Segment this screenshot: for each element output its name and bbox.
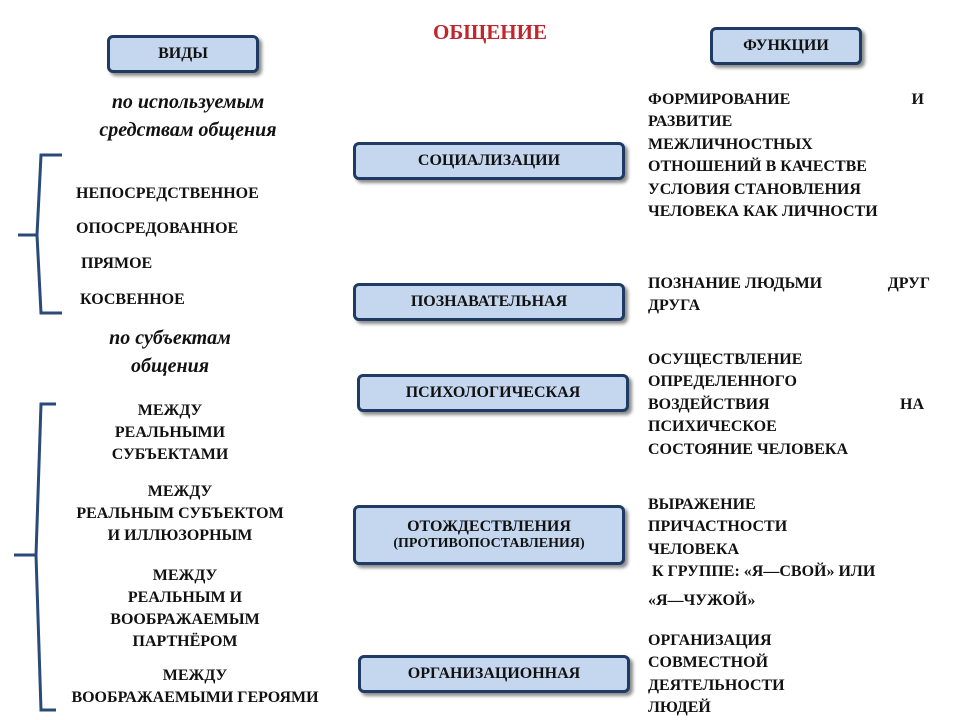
types-header-box [107, 35, 259, 73]
kind-real-and-illusory-line3: И ИЛЛЮЗОРНЫМ [107, 527, 253, 544]
function-box-socialization [353, 142, 625, 180]
desc-organizational-line2: СОВМЕСТНОЙ [648, 654, 769, 672]
function-identification-label: ОТОЖДЕСТВЛЕНИЯ [407, 517, 571, 535]
kind-real-and-illusory [40, 481, 320, 547]
kind-real-subjects-line3: СУБЪЕКТАМИ [111, 446, 229, 463]
desc-identification-line4: К ГРУППЕ: «Я—СВОЙ» ИЛИ [648, 563, 876, 581]
desc-socialization-line1: ФОРМИРОВАНИЕ И [648, 91, 924, 108]
kind-real-and-imaginary-line4: ПАРТНЁРОМ [132, 633, 238, 650]
desc-psychological-line5: СОСТОЯНИЕ ЧЕЛОВЕКА [648, 440, 849, 458]
kind-direct: ПРЯМОЕ [81, 255, 153, 272]
desc-identification-line2: ПРИЧАСТНОСТИ [648, 518, 788, 536]
desc-socialization-line4: ОТНОШЕНИЙ В КАЧЕСТВЕ [648, 158, 867, 176]
kind-real-subjects-line1: МЕЖДУ [137, 402, 203, 419]
desc-organizational-line4: ЛЮДЕЙ [648, 699, 711, 717]
desc-cognitive-line1: ПОЗНАНИЕ ЛЮДЬМИ ДРУГ [648, 275, 930, 292]
kind-real-and-illusory-line1: МЕЖДУ [147, 483, 213, 500]
desc-psychological-line2: ОПРЕДЕЛЕННОГО [648, 373, 797, 391]
desc-psychological-line4: ПСИХИЧЕСКОЕ [648, 418, 777, 436]
desc-organizational-line1: ОРГАНИЗАЦИЯ [648, 632, 772, 649]
kind-real-subjects [60, 400, 280, 466]
function-cognitive-description [648, 273, 930, 318]
function-psychological-description [648, 349, 924, 461]
diagram-title: ОБЩЕНИЕ [433, 20, 547, 44]
kind-imaginary-heroes-line1: МЕЖДУ [162, 667, 228, 684]
function-box-psychological [357, 374, 629, 412]
group1-bracket [18, 155, 62, 313]
desc-identification-line3: ЧЕЛОВЕКА [648, 540, 740, 558]
group2-heading-line1: по субъектам [109, 327, 231, 349]
functions-header-box [710, 27, 862, 65]
desc-psychological-line3: ВОЗДЕЙСТВИЯ НА [648, 395, 924, 413]
kind-mediated: ОПОСРЕДОВАННОЕ [76, 220, 239, 237]
desc-socialization-line2: РАЗВИТИЕ [648, 113, 733, 131]
group2-heading [60, 324, 280, 380]
function-identification-description [648, 494, 924, 612]
types-header-label: ВИДЫ [158, 44, 208, 62]
function-box-cognitive [353, 283, 625, 321]
function-psychological-label: ПСИХОЛОГИЧЕСКАЯ [405, 383, 581, 401]
kind-imaginary-heroes-line2: ВООБРАЖАЕМЫМИ ГЕРОЯМИ [71, 689, 319, 706]
function-organizational-description [648, 630, 924, 720]
desc-identification-line5: «Я—ЧУЖОЙ» [648, 591, 756, 609]
desc-cognitive-line2: ДРУГА [648, 297, 701, 315]
group2-heading-line2: общения [130, 355, 210, 377]
kind-real-subjects-line2: РЕАЛЬНЫМИ [114, 424, 226, 441]
kind-imaginary-heroes [40, 665, 350, 709]
desc-socialization-line3: МЕЖЛИЧНОСТНЫХ [648, 135, 813, 153]
function-identification-sublabel: (ПРОТИВОПОСТАВЛЕНИЯ) [393, 536, 585, 552]
group1-heading-line2: средствам общения [99, 119, 277, 141]
desc-psychological-line1: ОСУЩЕСТВЛЕНИЕ [648, 351, 803, 368]
kind-real-and-imaginary [60, 565, 310, 653]
kind-real-and-imaginary-line3: ВООБРАЖАЕМЫМ [110, 611, 260, 628]
kind-direct-contact: НЕПОСРЕДСТВЕННОЕ [76, 185, 259, 202]
group1-heading-line1: по используемым [111, 91, 265, 113]
function-cognitive-label: ПОЗНАВАТЕЛЬНАЯ [410, 292, 568, 310]
function-organizational-label: ОРГАНИЗАЦИОННАЯ [407, 664, 581, 682]
desc-socialization-line5: УСЛОВИЯ СТАНОВЛЕНИЯ [648, 180, 861, 198]
function-box-identification [353, 505, 625, 565]
desc-socialization-line6: ЧЕЛОВЕКА КАК ЛИЧНОСТИ [648, 203, 878, 221]
functions-header-label: ФУНКЦИИ [743, 36, 829, 54]
group1-heading [58, 88, 318, 144]
function-socialization-label: СОЦИАЛИЗАЦИИ [417, 151, 561, 169]
kind-indirect: КОСВЕННОЕ [80, 291, 185, 308]
kind-real-and-imaginary-line2: РЕАЛЬНЫМ И [127, 589, 243, 606]
desc-organizational-line3: ДЕЯТЕЛЬНОСТИ [648, 676, 785, 694]
kind-real-and-imaginary-line1: МЕЖДУ [152, 567, 218, 584]
kind-real-and-illusory-line2: РЕАЛЬНЫМ СУБЪЕКТОМ [76, 505, 284, 522]
function-socialization-description [648, 89, 924, 223]
desc-identification-line1: ВЫРАЖЕНИЕ [648, 496, 756, 513]
function-box-organizational [358, 655, 630, 693]
